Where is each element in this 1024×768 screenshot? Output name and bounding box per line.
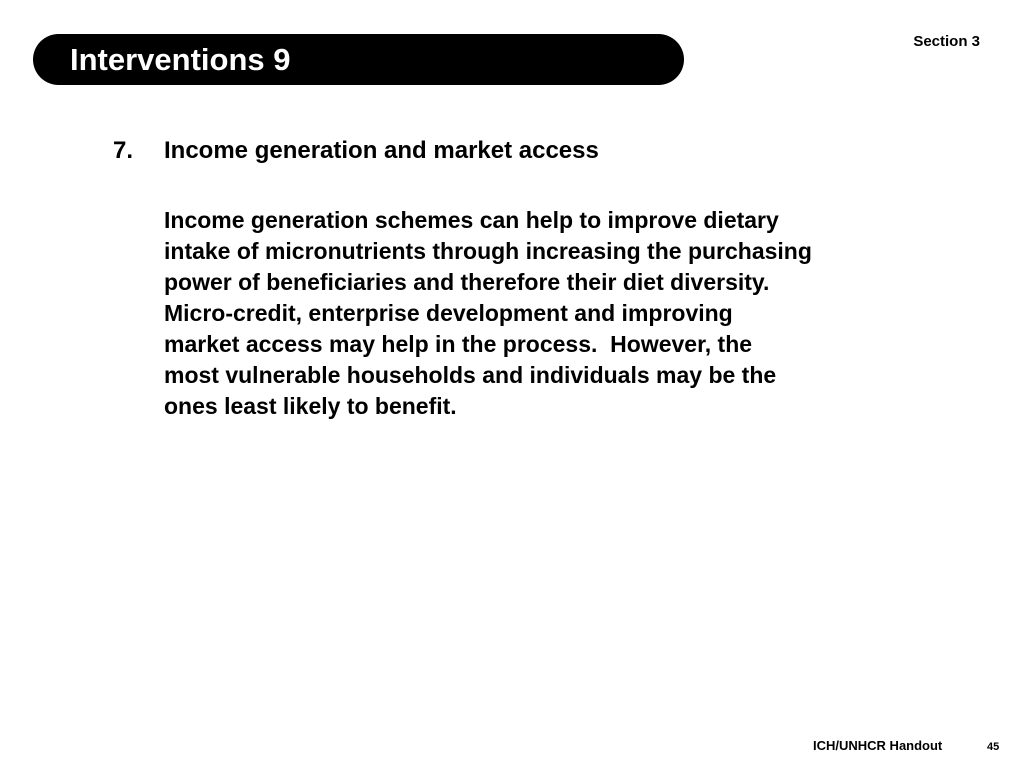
body-line: Micro-credit, enterprise development and improving	[164, 300, 733, 326]
body-line: power of beneficiaries and therefore their diet diversity.	[164, 269, 770, 295]
body-line: most vulnerable households and individuals may be the	[164, 362, 777, 388]
slide-title: Interventions 9	[70, 42, 291, 77]
body-line: ones least likely to benefit.	[164, 393, 457, 419]
body-paragraph	[164, 205, 904, 422]
body-line: Income generation schemes can help to improve dietary	[164, 207, 779, 233]
section-label: Section 3	[913, 33, 980, 50]
title-bar	[33, 34, 684, 85]
item-number: 7.	[113, 137, 134, 164]
footer-source: ICH/UNHCR Handout	[813, 738, 943, 753]
item-heading: Income generation and market access	[164, 137, 599, 164]
page-number: 45	[987, 741, 1000, 753]
body-line: market access may help in the process. However, the	[164, 331, 753, 357]
body-line: intake of micronutrients through increasing the purchasing	[164, 238, 812, 264]
